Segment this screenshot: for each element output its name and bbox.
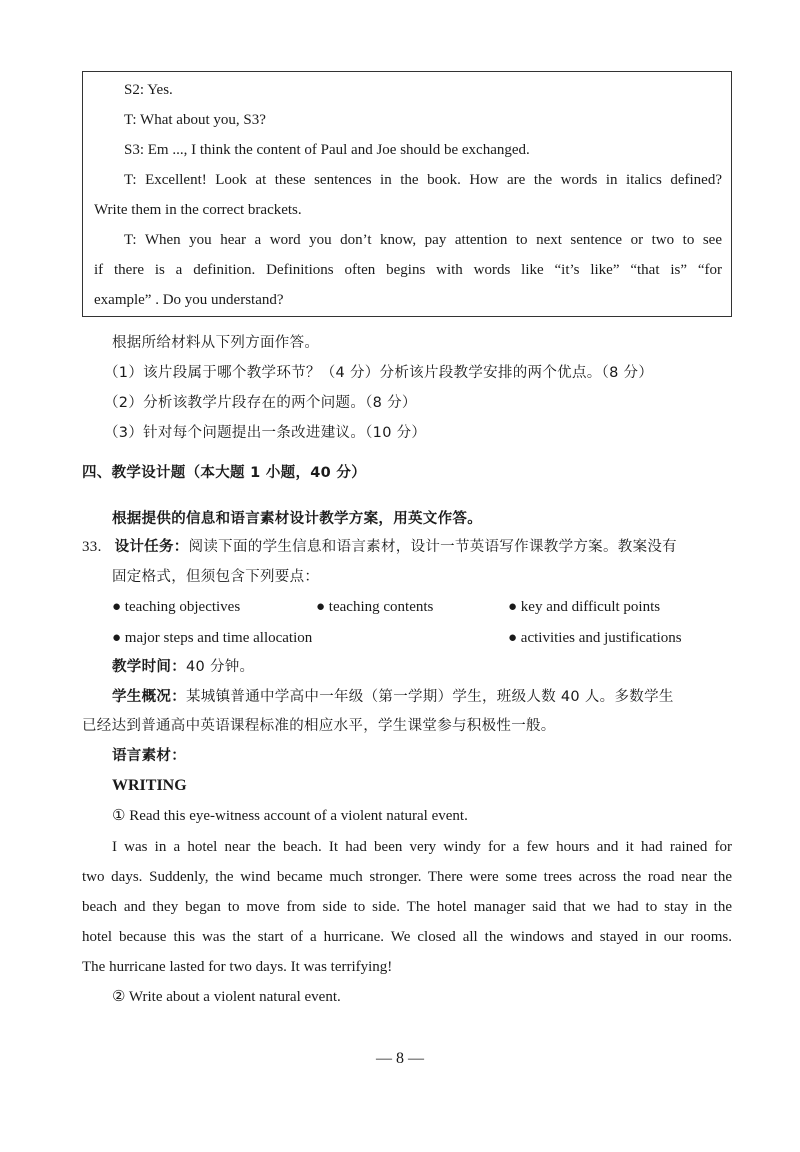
student-profile: 学生概况：某城镇普通中学高中一年级（第一学期）学生，班级人数 40 人。多数学生 (112, 689, 674, 705)
bullet-activities: ● activities and justifications (508, 630, 682, 646)
teaching-time: 教学时间：40 分钟。 (112, 659, 255, 675)
material-step-2: ② Write about a violent natural event. (112, 989, 341, 1005)
question-2: （2）分析该教学片段存在的两个问题。（8 分） (104, 395, 417, 411)
dialogue-line: if there is a definition. Definitions often begins with words like “it’s like” “that is” “for (94, 262, 722, 278)
material-heading: WRITING (112, 777, 187, 794)
passage-line: beach and they began to move from side to side. The hotel manager said that we had to stay in the (82, 899, 732, 915)
material-step-1: ① Read this eye-witness account of a violent natural event. (112, 808, 468, 824)
dialogue-line: example” . Do you understand? (94, 292, 284, 308)
dialogue-box (82, 71, 732, 317)
dialogue-line: Write them in the correct brackets. (94, 202, 302, 218)
bullet-teaching-contents: ● teaching contents (316, 599, 434, 615)
task-text-line: 固定格式，但须包含下列要点： (112, 569, 320, 585)
page-number: — 8 — (376, 1050, 424, 1067)
passage-line: hotel because this was the start of a hurricane. We closed all the windows and stayed in our rooms. (82, 929, 732, 945)
bullet-key-difficult-points: ● key and difficult points (508, 599, 661, 615)
task-number: 33. 设计任务：阅读下面的学生信息和语言素材，设计一节英语写作课教学方案。教案没有 (82, 539, 677, 555)
passage-line: I was in a hotel near the beach. It had been very windy for a few hours and it had rained for (112, 839, 732, 855)
dialogue-line: S3: Em ..., I think the content of Paul and Joe should be exchanged. (124, 142, 530, 158)
material-label: 语言素材： (112, 748, 186, 764)
question-1: （1）该片段属于哪个教学环节？（4 分）分析该片段教学安排的两个优点。（8 分） (104, 365, 654, 381)
section-heading: 四、教学设计题（本大题 1 小题，40 分） (82, 465, 367, 481)
section-instruction: 根据提供的信息和语言素材设计教学方案，用英文作答。 (112, 511, 482, 527)
questions-intro: 根据所给材料从下列方面作答。 (112, 335, 320, 351)
dialogue-line: T: Excellent! Look at these sentences in the book. How are the words in italics defined? (124, 172, 722, 188)
bullet-major-steps: ● major steps and time allocation (112, 630, 313, 646)
dialogue-line: S2: Yes. (124, 82, 173, 98)
dialogue-line: T: What about you, S3? (124, 112, 266, 128)
passage-line: The hurricane lasted for two days. It was terrifying! (82, 959, 393, 975)
bullet-teaching-objectives: ● teaching objectives (112, 599, 241, 615)
passage-line: two days. Suddenly, the wind became much stronger. There were some trees across the road near the (82, 869, 732, 885)
student-profile-line: 已经达到普通高中英语课程标准的相应水平，学生课堂参与积极性一般。 (82, 718, 556, 734)
question-3: （3）针对每个问题提出一条改进建议。（10 分） (104, 425, 427, 441)
dialogue-line: T: When you hear a word you don’t know, pay attention to next sentence or two to see (124, 232, 722, 248)
